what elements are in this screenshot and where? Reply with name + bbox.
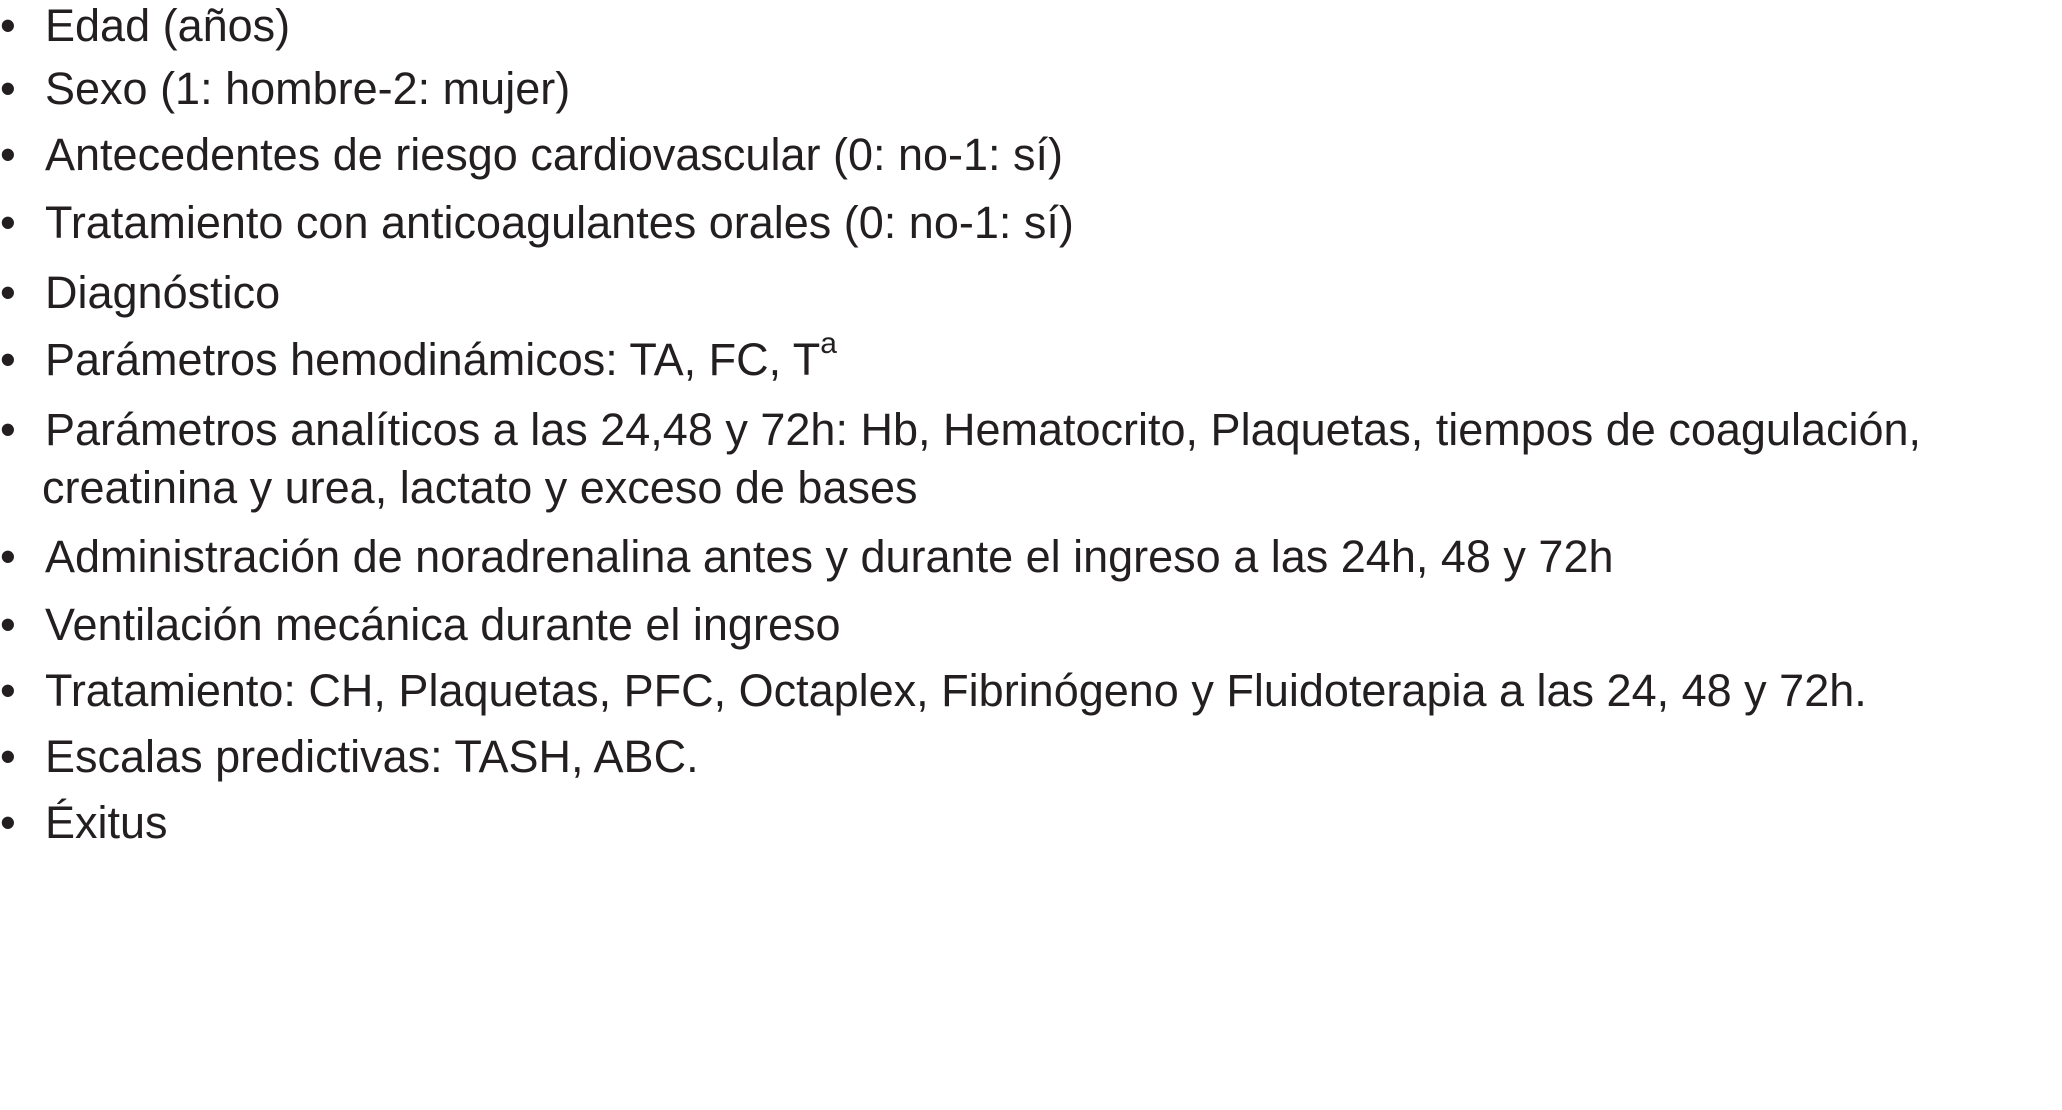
bullet: • bbox=[0, 404, 16, 455]
item-text-line2: creatinina y urea, lactato y exceso de bases bbox=[42, 462, 918, 513]
item-text: Administración de noradrenalina antes y durante el ingreso a las 24h, 48 y 72h bbox=[45, 531, 1614, 582]
item-text: Tratamiento: CH, Plaquetas, PFC, Octaplex, Fibrinógeno y Fluidoterapia a las 24, 48 y 72h. bbox=[45, 665, 1867, 716]
bullet: • bbox=[0, 797, 16, 848]
bullet: • bbox=[0, 334, 16, 385]
item-text-wrapper bbox=[42, 401, 1922, 517]
item-text: Sexo (1: hombre-2: mujer) bbox=[45, 63, 571, 114]
bullet: • bbox=[0, 665, 16, 716]
item-text: Tratamiento con anticoagulantes orales (0: no-1: sí) bbox=[45, 197, 1074, 248]
item-text: Ventilación mecánica durante el ingreso bbox=[45, 599, 841, 650]
superscript-a: a bbox=[820, 327, 837, 360]
item-text: Diagnóstico bbox=[45, 267, 281, 318]
bullet: • bbox=[0, 731, 16, 782]
item-text-wrapper bbox=[45, 327, 837, 389]
item-text: Edad (años) bbox=[45, 0, 291, 51]
bullet: • bbox=[0, 599, 16, 650]
bullet: • bbox=[0, 0, 16, 51]
bullet: • bbox=[0, 129, 16, 180]
bullet: • bbox=[0, 197, 16, 248]
item-text: Antecedentes de riesgo cardiovascular (0: no-1: sí) bbox=[45, 129, 1064, 180]
item-text: Éxitus bbox=[45, 797, 168, 848]
bullet: • bbox=[0, 531, 16, 582]
item-text: Escalas predictivas: TASH, ABC. bbox=[45, 731, 699, 782]
item-text: Parámetros hemodinámicos: TA, FC, T bbox=[45, 334, 821, 385]
item-text: Parámetros analíticos a las 24,48 y 72h: Hb, Hematocrito, Plaquetas, tiempos de coagulación, bbox=[45, 404, 1922, 455]
bullet: • bbox=[0, 267, 16, 318]
bullet: • bbox=[0, 63, 16, 114]
